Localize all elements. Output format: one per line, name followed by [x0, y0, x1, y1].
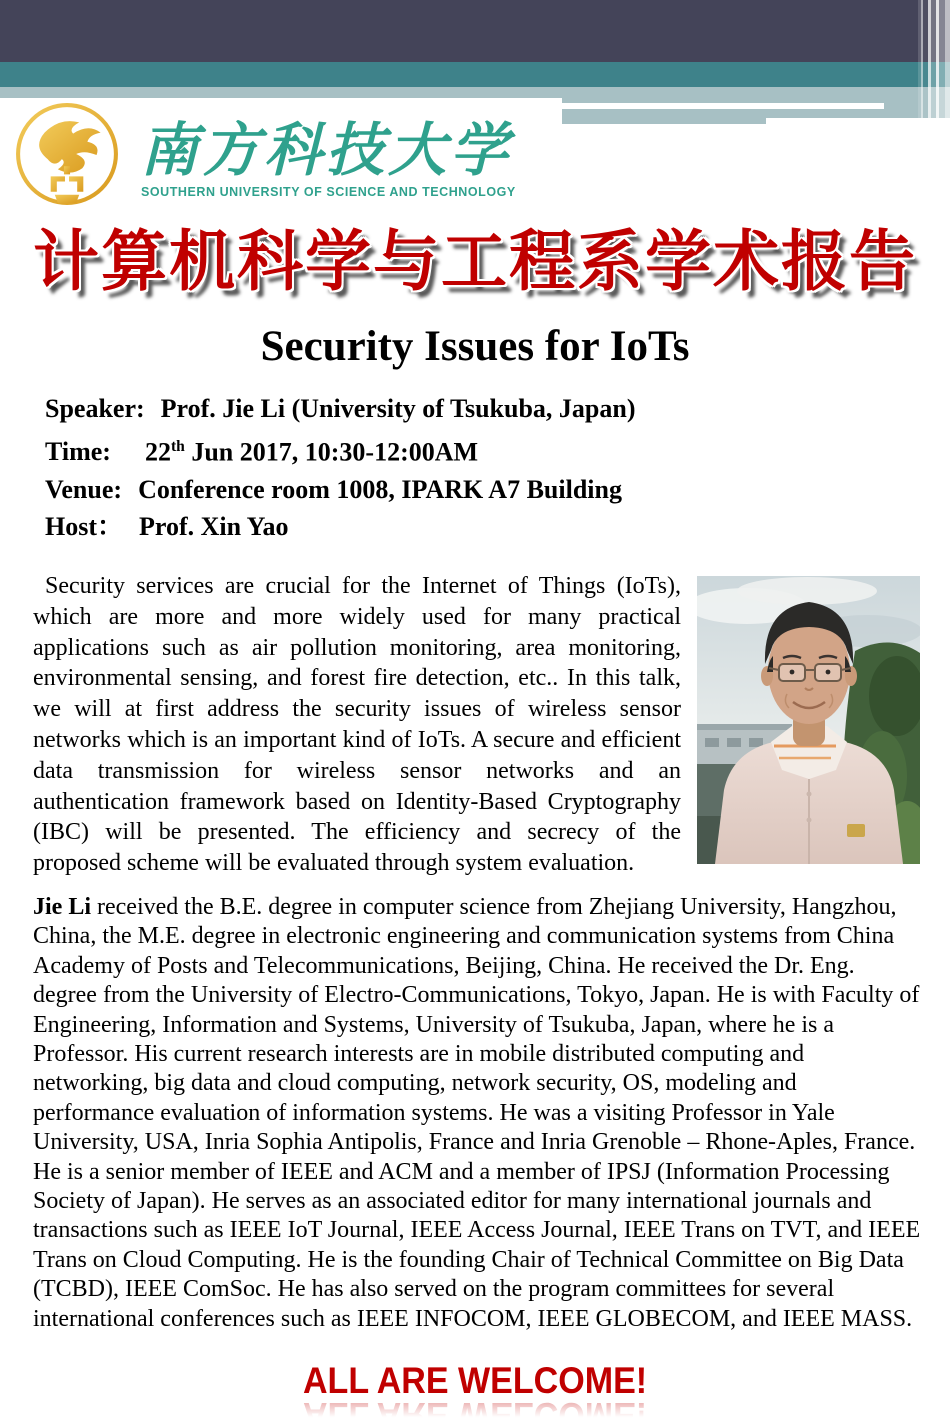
university-name-chinese: 南方科技大学 [140, 116, 513, 184]
talk-info [45, 390, 636, 546]
university-name-english: SOUTHERN UNIVERSITY OF SCIENCE AND TECHNOLOGY [141, 185, 516, 199]
talk-title: Security Issues for IoTs [260, 323, 690, 370]
speaker-portrait-graphic [697, 576, 920, 864]
bio-section [33, 893, 922, 1334]
header-bar-teal [0, 62, 950, 87]
host-value: Prof. Xin Yao [139, 512, 289, 542]
header-bar-dark [0, 0, 950, 62]
bio-speaker-name: Jie Li [33, 894, 91, 920]
department-banner: 计算机科学与工程系学术报告 [33, 223, 917, 300]
venue-label: Venue: [45, 474, 123, 504]
abstract-text: Security services are crucial for the Internet of Things (IoTs), which are more and more widely used for many practical applications such as air pollution monitoring, area monitoring, environmental sensing, and forest fire detection, etc.. In this talk, we will at first address the security issues of wireless sensor networks which is an important kind of IoTs. A secure and efficient data transmission for wireless sensor networks and an authentication framework based on Identity-Based Cryptography (IBC) will be presented. The efficiency and secrecy of the proposed scheme will be evaluated through system evaluation. [33, 573, 681, 877]
venue-row [45, 471, 636, 509]
host-row [45, 508, 636, 546]
header-bar-light-left [0, 87, 562, 98]
abstract-section [33, 571, 920, 879]
time-row [45, 428, 636, 471]
torch-logo-icon [14, 100, 120, 208]
host-label: Host： [45, 512, 124, 542]
time-ordinal: th [170, 437, 185, 455]
speaker-value: Prof. Jie Li (University of Tsukuba, Japan) [160, 394, 636, 423]
header-vertical-stripes [918, 0, 950, 127]
welcome-banner [0, 1360, 950, 1402]
time-label: Time: [45, 437, 111, 467]
time-day: 22 [144, 437, 171, 467]
venue-value: Conference room 1008, IPARK A7 Building [138, 474, 622, 504]
header-white-stripe [562, 103, 884, 109]
university-logo [14, 100, 120, 208]
speaker-photo [697, 576, 920, 864]
bio-text: received the B.E. degree in computer science from Zhejiang University, Hangzhou, China, the M.E. degree in electronic engineering and communication systems from China Academy of Posts and Telecommunications, Beijing, China. He received the Dr. Eng. degree from the University of Electro-Communications, Tokyo, Japan. He is with Faculty of Engineering, Information and Systems, University of Tsukuba, Japan, where he is a Professor. His current research interests are in mobile distributed computing and networking, big data and cloud computing, network security, OS, modeling and performance evaluation of information systems. He was a visiting Professor in Yale University, USA, Inria Sophia Antipolis, France and Inria Grenoble – Rhone-Aples, France. He is a senior member of IEEE and ACM and a member of IPSJ (Information Processing Society of Japan). He serves as an associated editor for many international journals and transactions such as IEEE IoT Journal, IEEE Access Journal, IEEE Trans on TVT, and IEEE Trans on Cloud Computing. He is the founding Chair of Technical Committee on Big Data (TCBD), IEEE ComSoc. He has also served on the program committees for several international conferences such as IEEE INFOCOM, IEEE GLOBECOM, and IEEE MASS. [33, 894, 921, 1332]
speaker-label: Speaker: [45, 394, 145, 423]
speaker-row [45, 390, 636, 428]
welcome-text: ALL ARE WELCOME! [302, 1360, 648, 1401]
time-rest: Jun 2017, 10:30-12:00AM [184, 437, 479, 467]
